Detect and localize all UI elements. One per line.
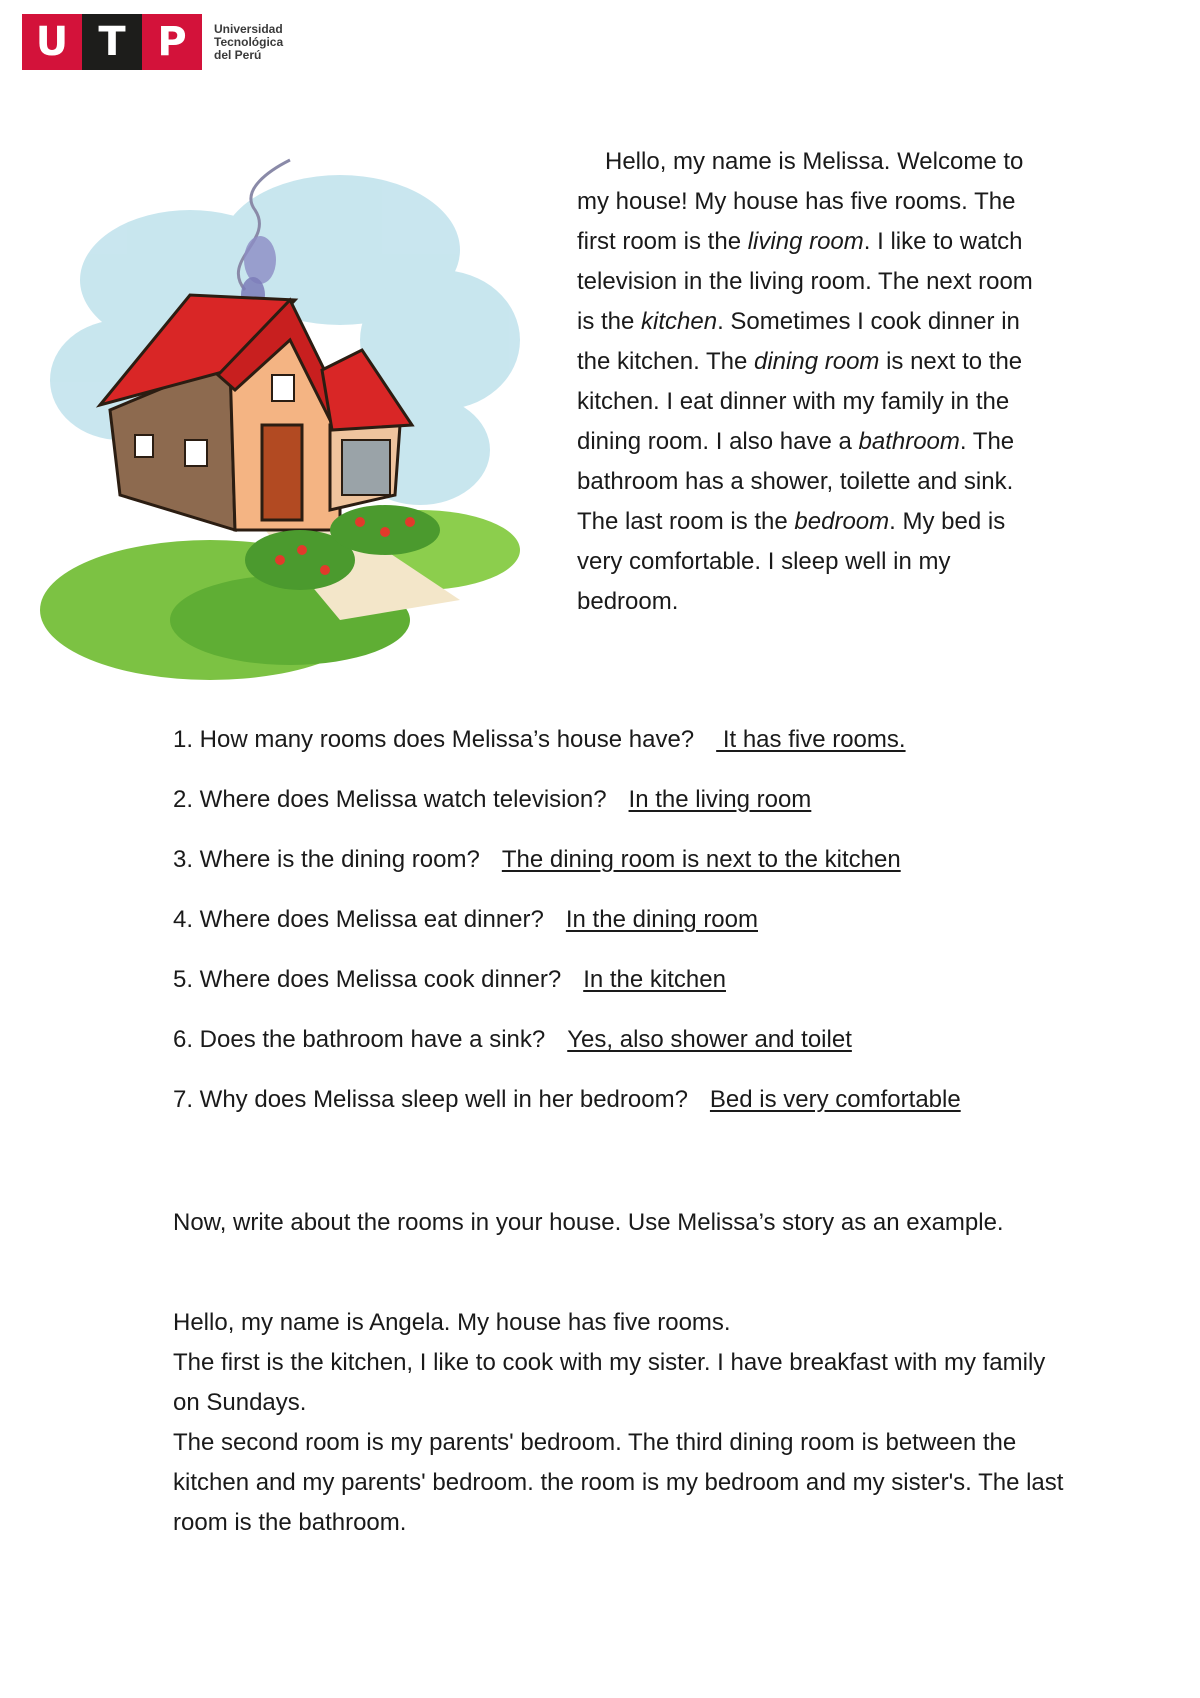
writing-prompt	[173, 1203, 1073, 1243]
question-text: 5. Where does Melissa cook dinner?	[173, 966, 562, 993]
story-italic-dining-room: dining room	[754, 348, 880, 375]
story-italic-bathroom: bathroom	[858, 428, 960, 455]
answer-text: The dining room is next to the kitchen	[501, 846, 901, 873]
answer-line-2: The first is the kitchen, I like to cook with my sister. I have breakfast with my family on Sundays.	[173, 1349, 1046, 1416]
question-text: 6. Does the bathroom have a sink?	[173, 1026, 546, 1053]
logo-line-1: Universidad	[214, 21, 283, 36]
question-row-5	[173, 960, 1073, 1020]
garage-door	[342, 440, 390, 495]
question-row-7	[173, 1080, 1073, 1140]
logo-line-2: Tecnológica	[214, 34, 284, 49]
story-text-6: . My bed is very comfortable. I sleep well in my bedroom.	[577, 508, 1006, 615]
story-text-5: . The bathroom has a shower, toilette and sink. The last room is the	[577, 428, 1015, 535]
story-paragraph	[577, 142, 1052, 622]
question-text: 7. Why does Melissa sleep well in her bedroom?	[173, 1086, 688, 1113]
question-text: 3. Where is the dining room?	[173, 846, 480, 873]
logo-letter-p: P	[142, 14, 202, 70]
story-italic-living-room: living room	[747, 228, 864, 255]
answer-text: In the dining room	[565, 906, 758, 933]
answer-line-1: Hello, my name is Angela. My house has five rooms.	[173, 1309, 731, 1336]
answer-line-3: The second room is my parents' bedroom. The third dining room is between the kitchen and my parents' bedroom. the room is my bedroom and my sister's. The last room is the bathroom.	[173, 1429, 1064, 1536]
question-row-1	[173, 720, 1073, 780]
answer-text: In the living room	[628, 786, 812, 813]
question-text: 2. Where does Melissa watch television?	[173, 786, 607, 813]
answer-text: Bed is very comfortable	[709, 1086, 961, 1113]
student-answer	[173, 1303, 1073, 1543]
question-row-2	[173, 780, 1073, 840]
question-row-3	[173, 840, 1073, 900]
melissa-story	[577, 142, 1052, 622]
side-window-1	[135, 435, 153, 457]
answer-text: Yes, also shower and toilet	[567, 1026, 852, 1053]
logo-wordmark	[214, 23, 283, 62]
story-text-3: . Sometimes I cook dinner in the kitchen. The	[577, 308, 1020, 375]
answer-text: In the kitchen	[583, 966, 726, 993]
story-italic-kitchen: kitchen	[641, 308, 718, 335]
question-text: 4. Where does Melissa eat dinner?	[173, 906, 544, 933]
question-row-4	[173, 900, 1073, 960]
answer-text: It has five rooms.	[716, 726, 906, 753]
story-italic-bedroom: bedroom	[794, 508, 890, 535]
question-row-6	[173, 1020, 1073, 1080]
front-door	[262, 425, 302, 520]
story-text-1: Hello, my name is Melissa. Welcome to my house! My house has five rooms. The first room is the	[577, 148, 1024, 255]
side-window-2	[185, 440, 207, 466]
logo-line-3: del Perú	[214, 47, 262, 62]
comprehension-questions	[173, 720, 1073, 1140]
logo-letter-t: T	[82, 14, 142, 70]
logo-letter-u: U	[22, 14, 82, 70]
story-text-4: is next to the kitchen. I eat dinner with my family in the dining room. I also have a	[577, 348, 1023, 455]
utp-logo	[22, 14, 283, 70]
upper-window	[272, 375, 294, 401]
story-text-2: . I like to watch television in the living room. The next room is the	[577, 228, 1033, 335]
writing-prompt-text: Now, write about the rooms in your house. Use Melissa’s story as an example.	[173, 1209, 1004, 1236]
question-text: 1. How many rooms does Melissa’s house have?	[173, 726, 695, 753]
house-illustration	[40, 150, 540, 690]
